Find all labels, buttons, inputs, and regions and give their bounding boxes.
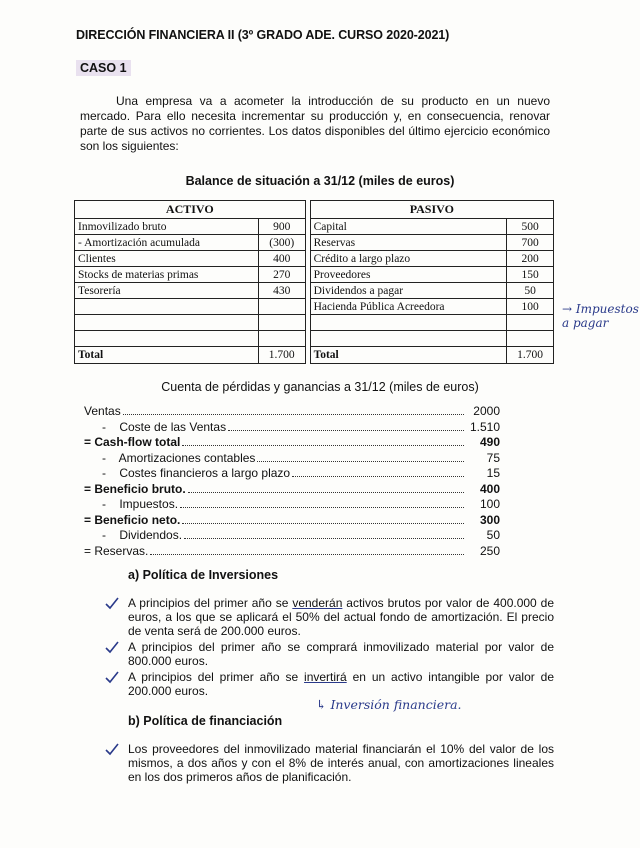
leader-dots [180,507,464,508]
inversion-item-1: A principios del primer año se venderán activos brutos por valor de 400.000 de euros, a los que se aplicará el 50% del actual fondo de amortización. El precio de venta será de 200.000 euros. [104,596,554,638]
activo-value: 270 [258,267,305,283]
underlined-invertira: invertirá [304,670,347,684]
leader-dots [257,461,464,462]
pyg-row-label: = Reservas. [84,543,149,558]
inversiones-title: a) Política de Inversiones [128,568,279,582]
checkmark-icon [104,670,120,684]
total-activo-label: Total [75,347,259,364]
checkmark-icon [104,742,120,756]
pyg-row-value: 300 [479,512,500,527]
pyg-row-label: - Dividendos. [102,528,183,542]
activo-value: (300) [258,235,305,251]
total-pasivo-label: Total [310,347,507,364]
pyg-row [84,497,500,513]
pyg-row-label: - Costes financieros a largo plazo [102,466,291,480]
total-pasivo-value: 1.700 [507,347,554,364]
pyg-row-label: - Impuestos. [102,497,179,511]
activo-value: 900 [258,219,305,235]
pasivo-value: 700 [507,235,554,251]
pasivo-label: Hacienda Pública Acreedora [310,299,507,315]
leader-dots [228,430,464,431]
case-heading: CASO 1 [76,60,131,76]
financiacion-title: b) Política de financiación [128,714,283,728]
pasivo-value: 150 [507,267,554,283]
balance-row [75,235,554,251]
activo-header: ACTIVO [75,201,306,219]
balance-row [75,219,554,235]
pyg-row [84,528,500,544]
pasivo-label: Reservas [310,235,507,251]
balance-total-row [75,347,554,364]
intro-paragraph [80,94,550,154]
document-title: DIRECCIÓN FINANCIERA II (3º GRADO ADE. CURSO 2020-2021) [76,28,450,42]
pyg-row-value: 100 [479,497,500,511]
activo-value [258,299,305,315]
pyg-row [84,513,500,529]
leader-dots [182,523,464,524]
pyg-statement [84,404,500,559]
activo-value: 430 [258,283,305,299]
leader-dots [123,414,464,415]
pyg-row-label: - Coste de las Ventas [102,419,227,434]
leader-dots [292,476,464,477]
checkmark-icon [104,640,120,654]
pasivo-label: Capital [310,219,507,235]
pyg-row-label: = Cash-flow total [84,435,181,449]
pyg-row [84,482,500,498]
pyg-row-value: 2000 [473,404,500,418]
activo-label: - Amortización acumulada [75,235,259,251]
pyg-row-label: = Beneficio neto. [84,512,181,527]
balance-row [75,283,554,299]
leader-dots [184,538,464,539]
pasivo-label: Crédito a largo plazo [310,251,507,267]
activo-label: Clientes [75,251,259,267]
pyg-row-label: = Beneficio bruto. [84,481,186,496]
leader-dots [182,445,464,446]
financiacion-item-1: Los proveedores del inmovilizado material financiarán el 10% del valor de los mismos, a dos años y con el 8% de interés anual, con amortizaciones lineales en los dos primeros años de planificación. [104,742,554,784]
pasivo-label: Proveedores [310,267,507,283]
balance-header-row [75,201,554,219]
leader-dots [150,554,464,555]
pyg-row-value: 490 [479,435,500,449]
pasivo-value: 500 [507,219,554,235]
activo-label [75,299,259,315]
pyg-row [84,420,500,436]
balance-row [75,267,554,283]
balance-table [74,200,554,364]
pyg-row-value: 75 [486,450,500,465]
pyg-row-value: 1.510 [469,419,500,434]
pyg-row [84,404,500,420]
intro-text: Una empresa va a acometer la introducción de su producto en un nuevo mercado. Para ello necesita incrementar su producción y, en consecuencia, renovar parte de sus activos no corrientes. Los datos disponibles del último ejercicio económico son los siguientes: [80,94,550,153]
inversion-item-3: A principios del primer año se invertirá en un activo intangible por valor de 200.000 euros. [104,670,554,698]
pasivo-label: Dividendos a pagar [310,283,507,299]
handwritten-note-impuestos: → Impuestos a pagar [562,302,639,330]
activo-label: Tesorería [75,283,259,299]
pyg-row [84,451,500,467]
pyg-row [84,544,500,560]
pyg-title: Cuenta de pérdidas y ganancias a 31/12 (miles de euros) [161,380,479,394]
underlined-venderan: venderán [292,596,343,610]
inversion-item-2: A principios del primer año se comprará inmovilizado material por valor de 800.000 euros. [104,640,554,668]
activo-label: Inmovilizado bruto [75,219,259,235]
balance-blank-row [75,331,554,347]
balance-row [75,251,554,267]
pasivo-value: 100 [507,299,554,315]
pasivo-value: 200 [507,251,554,267]
balance-blank-row [75,315,554,331]
pasivo-header: PASIVO [310,201,553,219]
balance-row [75,299,554,315]
pyg-row [84,435,500,451]
handwritten-note-inversion: ↳ Inversión financiera. [316,697,462,712]
pyg-row-value: 400 [479,481,500,496]
leader-dots [188,492,464,493]
activo-value: 400 [258,251,305,267]
total-activo-value: 1.700 [258,347,305,364]
pyg-row-label: - Amortizaciones contables [102,450,256,465]
pyg-row-value: 250 [479,543,500,558]
pyg-row-label: Ventas [84,404,121,418]
pyg-row [84,466,500,482]
balance-body [75,219,554,315]
balance-title: Balance de situación a 31/12 (miles de euros) [185,174,455,188]
pyg-row-value: 15 [486,466,500,480]
activo-label: Stocks de materias primas [75,267,259,283]
pasivo-value: 50 [507,283,554,299]
pyg-row-value: 50 [486,528,500,542]
checkmark-icon [104,596,120,610]
